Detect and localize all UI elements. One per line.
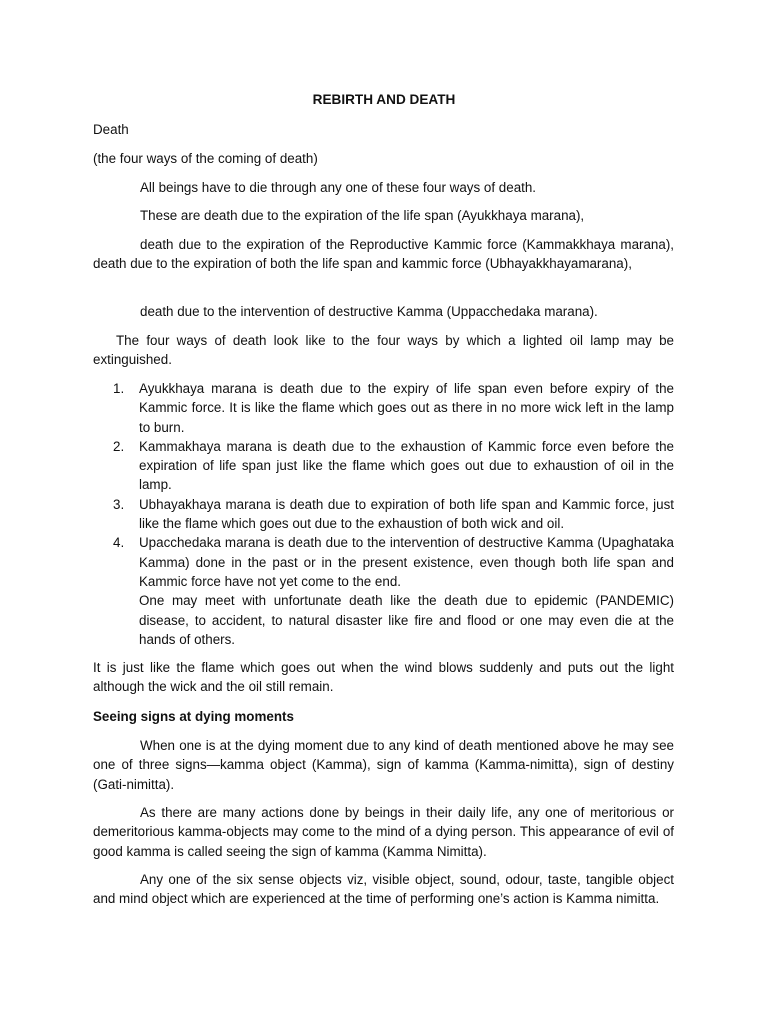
section-heading-death: Death	[93, 122, 129, 137]
list-item-text: Upacchedaka marana is death due to the intervention of destructive Kamma (Upaghataka Kamma) done in the past or in the present existence, even though both life span and Kammic force have not yet come to the end.	[139, 535, 674, 589]
list-number: 3.	[113, 496, 125, 512]
signs-paragraph: As there are many actions done by beings in their daily life, any one of meritorious or demeritorious kamma-objects may come to the mind of a dying person. This appearance of evil of good kamma is called seeing the sign of kamma (Kamma Nimitta).	[93, 805, 674, 859]
list-number: 2.	[113, 438, 125, 454]
wind-paragraph: It is just like the flame which goes out when the wind blows suddenly and puts out the light although the wick and the oil still remain.	[93, 660, 674, 695]
signs-paragraph: When one is at the dying moment due to any kind of death mentioned above he may see one of three signs—kamma object (Kamma), sign of kamma (Kamma-nimitta), sign of destiny (Gati-nimitta).	[93, 738, 674, 792]
intro-paragraph: These are death due to the expiration of the life span (Ayukkhaya marana),	[140, 208, 585, 223]
ways-of-death-list	[93, 379, 674, 649]
list-item-text: Ubhayakhaya marana is death due to expiration of both life span and Kammic force, just like the flame which goes out due to the exhaustion of both wick and oil.	[139, 496, 674, 532]
list-number: 1.	[113, 381, 125, 396]
intro-paragraph: death due to the expiration of the Reproductive Kammic force (Kammakkhaya marana), death due to the expiration of both the life span and kammic force (Ubhayakkhayamarana),	[93, 237, 674, 272]
document-title: REBIRTH AND DEATH	[312, 92, 456, 107]
lamp-paragraph: The four ways of death look like to the four ways by which a lighted oil lamp may be extinguished.	[93, 333, 674, 368]
list-item	[93, 379, 674, 437]
list-item	[93, 437, 674, 495]
list-item-text: Ayukkhaya marana is death due to the expiry of life span even before expiry of the Kammic force. It is like the flame which goes out as there in no more wick left in the lamp to burn.	[139, 381, 674, 435]
section-heading-signs: Seeing signs at dying moments	[93, 709, 294, 724]
intro-paragraph: death due to the intervention of destructive Kamma (Uppacchedaka marana).	[140, 304, 598, 319]
signs-paragraph: Any one of the six sense objects viz, visible object, sound, odour, taste, tangible object and mind object which are experienced at the time of performing one’s action is Kamma nimitta.	[93, 872, 674, 907]
list-item	[93, 533, 674, 649]
intro-paragraph: All beings have to die through any one of these four ways of death.	[140, 180, 537, 195]
subtitle: (the four ways of the coming of death)	[93, 151, 318, 166]
list-item-text: Kammakhaya marana is death due to the exhaustion of Kammic force even before the expiration of life span just like the flame which goes out due to exhaustion of oil in the lamp.	[139, 438, 674, 493]
list-number: 4.	[113, 535, 125, 551]
list-item-extra-text: One may meet with unfortunate death like the death due to epidemic (PANDEMIC) disease, to accident, to natural disaster like fire and flood or one may even die at the hands of others.	[139, 593, 674, 647]
list-item	[93, 495, 674, 534]
